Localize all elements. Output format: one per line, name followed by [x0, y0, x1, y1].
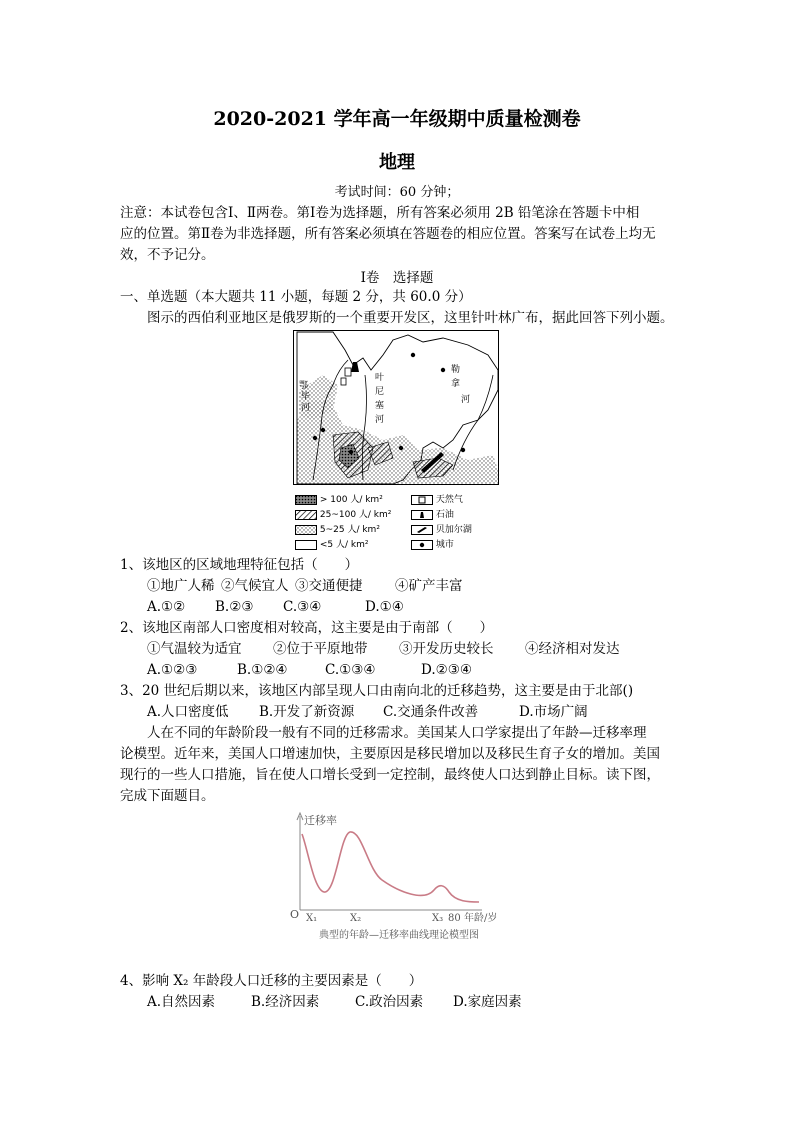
legend-label: 25~100 人/ km²: [319, 510, 392, 520]
q1-option-d[interactable]: D.①④: [365, 599, 404, 615]
q4-option-d[interactable]: D.家庭因素: [453, 994, 522, 1010]
q2-option-b[interactable]: B.①②④: [237, 662, 288, 678]
q3-options: [147, 702, 588, 722]
q1-option-b[interactable]: B.②③: [215, 599, 254, 615]
intro2-line-4: 完成下面题目。: [120, 788, 215, 804]
tick-80: 80: [448, 913, 461, 924]
section-heading: 一、单选题（本大题共 11 小题，每题 2 分，共 60.0 分）: [120, 289, 472, 305]
legend-item-city: [411, 537, 454, 550]
tick-x2: X₂: [350, 913, 362, 924]
q3-option-b[interactable]: B.开发了新资源: [259, 704, 355, 720]
q1-option-c[interactable]: C.③④: [283, 599, 322, 615]
q1-item: ①地广人稀: [147, 578, 215, 594]
q2-item: ④经济相对发达: [525, 641, 620, 657]
q3-option-a[interactable]: A.人口密度低: [147, 704, 229, 720]
legend-label: 贝加尔湖: [435, 525, 472, 535]
q2-item: ②位于平原地带: [273, 641, 368, 657]
legend-item-sparse: [295, 522, 380, 535]
q3-option-d[interactable]: D.市场广阔: [519, 704, 588, 720]
ob-river-label-1: 鄂: [299, 381, 309, 391]
legend-label: > 100 人/ km²: [319, 495, 383, 505]
legend-label: 5~25 人/ km²: [319, 525, 380, 535]
chart-origin: O: [290, 908, 300, 921]
q1-item: ③交通便捷: [295, 578, 363, 594]
intro2-line-3: 现行的一些人口措施，旨在使人口增长受到一定控制，最终使人口达到静止目标。读下图，: [120, 767, 660, 783]
q1-items: [147, 576, 463, 596]
legend-label: <5 人/ km²: [319, 540, 369, 550]
q2-item: ①气温较为适宜: [147, 641, 242, 657]
q2-options: [147, 660, 472, 680]
notice-line-3: 效，不予记分。: [120, 247, 215, 263]
intro-paragraph-1: 图示的西伯利亚地区是俄罗斯的一个重要开发区，这里针叶林广布，据此回答下列小题。: [147, 310, 674, 326]
siberia-map-figure: [293, 330, 503, 552]
notice-line-1: 注意：本试卷包含Ⅰ、Ⅱ两卷。第Ⅰ卷为选择题，所有答案必须用 2B 铅笔涂在答题卡中相: [120, 205, 640, 221]
age-migration-chart: [284, 810, 514, 945]
q4-option-c[interactable]: C.政治因素: [355, 994, 424, 1010]
q2-option-a[interactable]: A.①②③: [147, 662, 198, 678]
q1-item: ②气候宜人: [221, 578, 289, 594]
yenisei-river-label-2: 尼: [375, 387, 385, 397]
q1-stem: 1、该地区的区域地理特征包括（ ）: [120, 557, 359, 573]
yenisei-river-label-4: 河: [375, 415, 385, 425]
legend-dots-swatch: [295, 525, 317, 535]
q4-option-a[interactable]: A.自然因素: [147, 994, 216, 1010]
tick-x1: X₁: [306, 913, 318, 924]
legend-empty-swatch: [295, 540, 317, 550]
lena-river-label-1: 勒: [451, 365, 461, 375]
yenisei-river-label-1: 叶: [375, 373, 385, 383]
q3-option-c[interactable]: C.交通条件改善: [383, 704, 479, 720]
legend-item-gas: [411, 492, 463, 505]
q4-option-b[interactable]: B.经济因素: [251, 994, 320, 1010]
legend-item-oil: [411, 507, 454, 520]
q2-item: ③开发历史较长: [399, 641, 494, 657]
q2-stem: 2、该地区南部人口密度相对较高，这主要是由于南部（ ）: [120, 620, 494, 636]
lake-icon: [411, 525, 433, 535]
q1-options: [147, 597, 404, 617]
chart-caption: 典型的年龄—迁移率曲线理论模型图: [319, 930, 479, 941]
legend-hatch-swatch: [295, 510, 317, 520]
intro2-line-2: 论模型。近年来，美国人口增速加快，主要原因是移民增加以及移民生育子女的增加。美国: [120, 746, 660, 762]
q4-options: [147, 992, 522, 1012]
subject-title: 地理: [379, 152, 415, 173]
exam-title: 2020-2021 学年高一年级期中质量检测卷: [213, 108, 581, 130]
oil-icon: [411, 510, 433, 520]
legend-item-dense: [295, 492, 383, 505]
q1-item: ④矿产丰富: [395, 578, 463, 594]
legend-item-baikal: [411, 522, 472, 535]
q4-stem: 4、影响 X₂ 年龄段人口迁移的主要因素是（ ）: [120, 973, 423, 989]
exam-time: 考试时间：60 分钟；: [334, 185, 460, 200]
migration-rate-curve: [302, 832, 479, 902]
age-migration-svg: [284, 810, 514, 945]
legend-label: 天然气: [435, 495, 463, 505]
legend-item-very-sparse: [295, 537, 368, 550]
yenisei-river-label-3: 塞: [375, 401, 385, 411]
intro2-line-1: 人在不同的年龄阶段一般有不同的迁移需求。美国某人口学家提出了年龄—迁移率理: [147, 725, 647, 741]
ob-river-label-2: 毕: [301, 392, 311, 402]
city-icon: [411, 540, 433, 550]
q2-items: [147, 639, 620, 659]
legend-label: 石油: [435, 510, 454, 520]
legend-label: 城市: [435, 540, 454, 550]
q2-option-c[interactable]: C.①③④: [325, 662, 376, 678]
ob-river-label-3: 河: [301, 403, 311, 413]
q3-stem: 3、20 世纪后期以来，该地区内部呈现人口由南向北的迁移趋势，这主要是由于北部(): [120, 683, 634, 699]
gas-icon: [411, 495, 433, 505]
section-name: Ⅰ卷 选择题: [360, 270, 434, 286]
lena-river-label-3: 河: [461, 395, 471, 405]
q2-option-d[interactable]: D.②③④: [421, 662, 472, 678]
notice-line-2: 应的位置。第Ⅱ卷为非选择题，所有答案必须填在答题卷的相应位置。答案写在试卷上均无: [120, 226, 656, 242]
chart-xlabel: 年龄/岁: [464, 913, 498, 924]
legend-item-medium: [295, 507, 391, 520]
chart-ylabel: 迁移率: [304, 814, 337, 827]
legend-dense-swatch: [295, 495, 317, 505]
q1-option-a[interactable]: A.①②: [147, 599, 186, 615]
lena-river-label-2: 拿: [451, 379, 461, 389]
tick-x3: X₃: [432, 913, 444, 924]
